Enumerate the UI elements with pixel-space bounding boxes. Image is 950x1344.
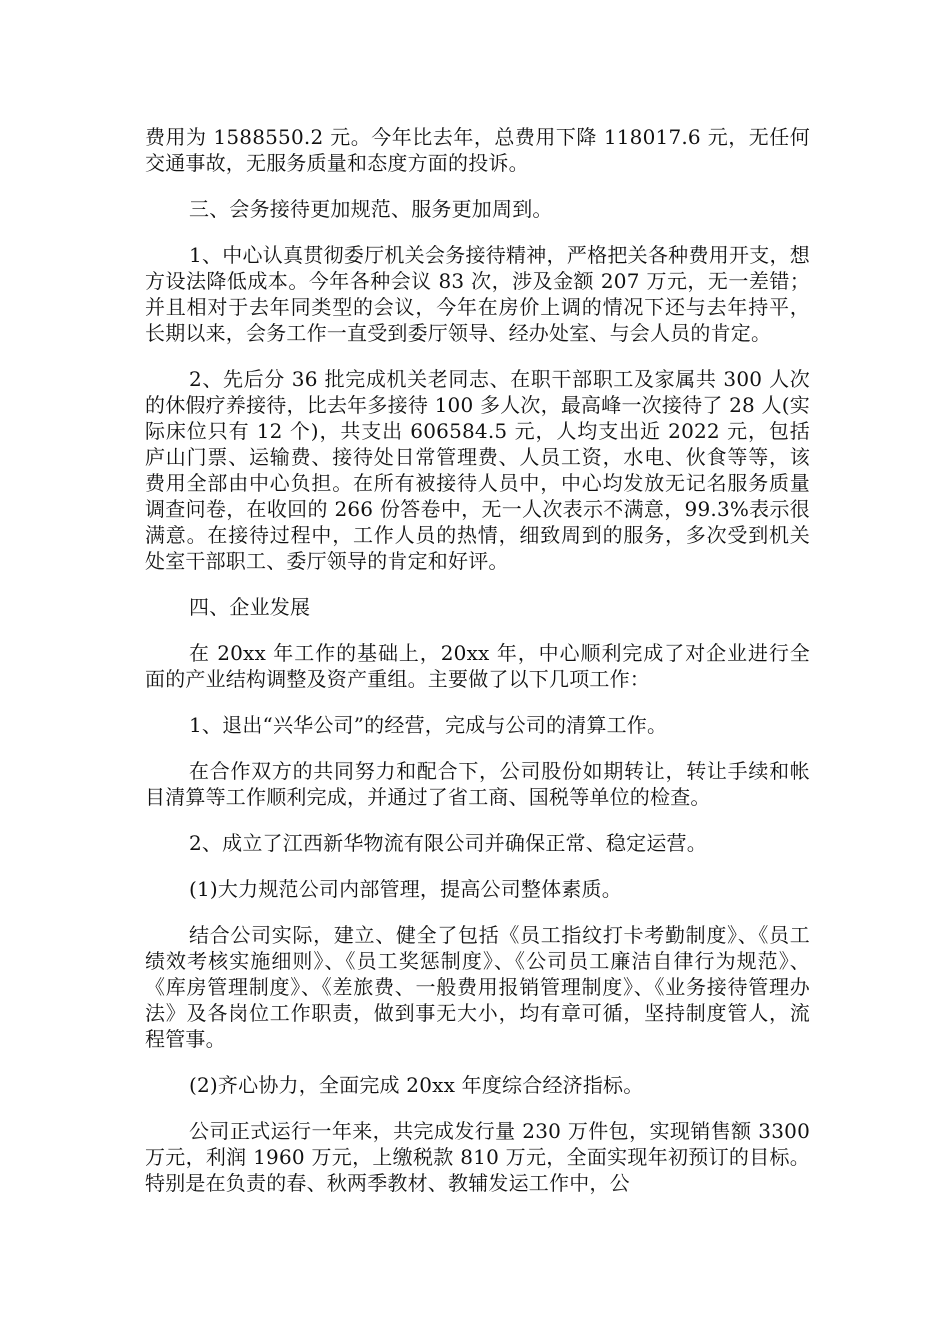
item-heading-2: 2、成立了江西新华物流有限公司并确保正常、稳定运营。 bbox=[189, 831, 707, 855]
subitem-heading-1: (1)大力规范公司内部管理，提高公司整体素质。 bbox=[189, 877, 622, 901]
section-heading-3: 三、会务接待更加规范、服务更加周到。 bbox=[189, 197, 553, 221]
item-heading-1: 1、退出“兴华公司”的经营，完成与公司的清算工作。 bbox=[189, 713, 668, 737]
paragraph-regulations: 结合公司实际，建立、健全了包括《员工指纹打卡考勤制度》、《员工绩效考核实施细则》、《员工奖惩制度》、《公司员工廉洁自律行为规范》、《库房管理制度》、《差旅费、一般费用报销管理制度》、《业务接待管理办法》及各岗位工作职责，做到事无大小，均有章可循，坚持制度管人，流程管事。 bbox=[145, 923, 810, 1051]
paragraph-liquidation: 在合作双方的共同努力和配合下，公司股份如期转让，转让手续和帐目清算等工作顺利完成，并通过了省工商、国税等单位的检查。 bbox=[145, 759, 810, 809]
paragraph-meeting-reception: 1、中心认真贯彻委厅机关会务接待精神，严格把关各种费用开支，想方设法降低成本。今年各种会议 83 次，涉及金额 207 万元，无一差错；并且相对于去年同类型的会议，今年在房价上调的情况下还与去年持平，长期以来，会务工作一直受到委厅领导、经办处室、与会人员的肯定。 bbox=[145, 243, 810, 345]
document-page bbox=[145, 124, 810, 1216]
section-heading-4: 四、企业发展 bbox=[189, 595, 311, 619]
paragraph-performance: 公司正式运行一年来，共完成发行量 230 万件包，实现销售额 3300 万元，利润 1960 万元，上缴税款 810 万元，全面实现年初预订的目标。特别是在负责的春、秋两季教材、教辅发运工作中，公 bbox=[145, 1119, 810, 1195]
subitem-heading-2: (2)齐心协力，全面完成 20xx 年度综合经济指标。 bbox=[189, 1073, 644, 1097]
paragraph-vacation-reception: 2、先后分 36 批完成机关老同志、在职干部职工及家属共 300 人次的休假疗养接待，比去年多接待 100 多人次，最高峰一次接待了 28 人(实际床位只有 12 个)，共支出 606584.5 元，人均支出近 2022 元，包括庐山门票、运输费、接待处日常管理费、人员工资，水电、伙食等等，该费用全部由中心负担。在所有被接待人员中，中心均发放无记名服务质量调查问卷，在收回的 266 份答卷中，无一人次表示不满意，99.3%表示很满意。在接待过程中，工作人员的热情，细致周到的服务，多次受到机关处室干部职工、委厅领导的肯定和好评。 bbox=[145, 367, 810, 573]
paragraph-enterprise-intro: 在 20xx 年工作的基础上，20xx 年，中心顺利完成了对企业进行全面的产业结构调整及资产重组。主要做了以下几项工作： bbox=[145, 641, 810, 691]
paragraph-cost-summary: 费用为 1588550.2 元。今年比去年，总费用下降 118017.6 元，无任何交通事故，无服务质量和态度方面的投诉。 bbox=[145, 125, 810, 175]
